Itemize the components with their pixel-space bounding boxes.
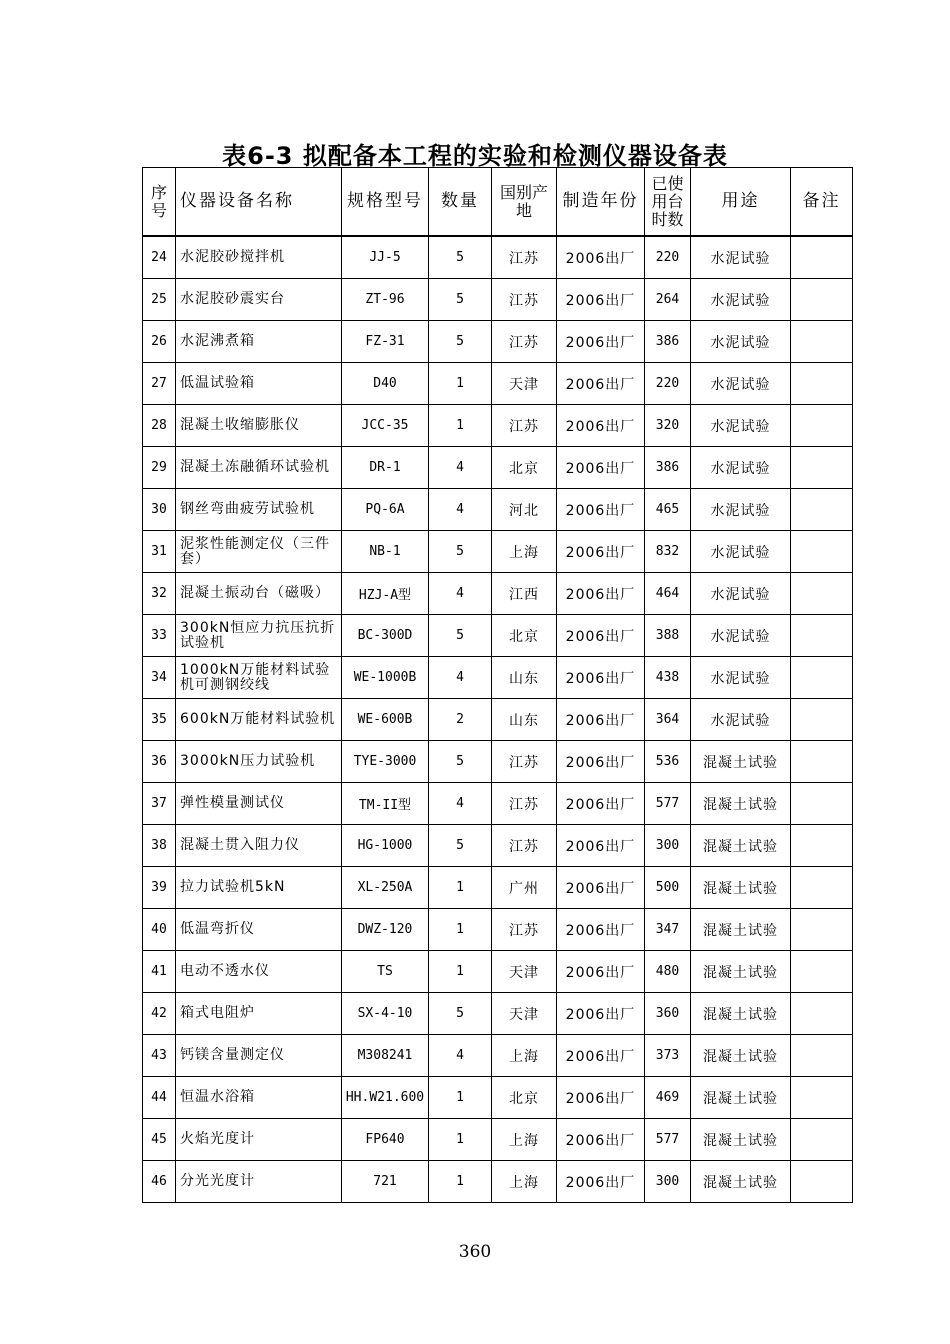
cell-use: 混凝土试验 <box>691 1077 791 1119</box>
equipment-table <box>142 167 853 1203</box>
cell-name: 箱式电阻炉 <box>176 993 342 1035</box>
cell-seq: 24 <box>143 236 176 279</box>
cell-note <box>791 489 853 531</box>
cell-seq: 29 <box>143 447 176 489</box>
cell-note <box>791 741 853 783</box>
header-note: 备注 <box>791 168 853 237</box>
header-seq: 序号 <box>143 168 176 237</box>
cell-spec: 721 <box>342 1161 429 1203</box>
cell-spec: M308241 <box>342 1035 429 1077</box>
cell-year: 2006出厂 <box>557 1161 645 1203</box>
page-number: 360 <box>458 1242 492 1262</box>
cell-year: 2006出厂 <box>557 783 645 825</box>
cell-seq: 44 <box>143 1077 176 1119</box>
table-row <box>143 321 853 363</box>
cell-origin: 江苏 <box>492 321 557 363</box>
table-row <box>143 741 853 783</box>
cell-spec: TS <box>342 951 429 993</box>
table-row <box>143 1119 853 1161</box>
cell-seq: 42 <box>143 993 176 1035</box>
cell-origin: 上海 <box>492 1035 557 1077</box>
cell-note <box>791 1035 853 1077</box>
cell-origin: 山东 <box>492 699 557 741</box>
cell-year: 2006出厂 <box>557 993 645 1035</box>
header-origin: 国别产地 <box>492 168 557 237</box>
cell-origin: 北京 <box>492 447 557 489</box>
cell-name: 混凝土冻融循环试验机 <box>176 447 342 489</box>
cell-hours: 386 <box>645 321 691 363</box>
cell-qty: 1 <box>429 951 492 993</box>
table-row <box>143 867 853 909</box>
cell-use: 水泥试验 <box>691 405 791 447</box>
cell-seq: 34 <box>143 657 176 699</box>
cell-name: 1000kN万能材料试验机可测钢绞线 <box>176 657 342 699</box>
cell-spec: D40 <box>342 363 429 405</box>
cell-year: 2006出厂 <box>557 236 645 279</box>
cell-use: 水泥试验 <box>691 363 791 405</box>
cell-year: 2006出厂 <box>557 489 645 531</box>
cell-year: 2006出厂 <box>557 699 645 741</box>
cell-hours: 320 <box>645 405 691 447</box>
cell-note <box>791 615 853 657</box>
cell-name: 低温弯折仪 <box>176 909 342 951</box>
header-year: 制造年份 <box>557 168 645 237</box>
table-row <box>143 236 853 279</box>
cell-seq: 30 <box>143 489 176 531</box>
table-row <box>143 447 853 489</box>
table-row <box>143 951 853 993</box>
cell-spec: DWZ-120 <box>342 909 429 951</box>
cell-use: 水泥试验 <box>691 321 791 363</box>
cell-origin: 上海 <box>492 1161 557 1203</box>
cell-name: 低温试验箱 <box>176 363 342 405</box>
cell-qty: 1 <box>429 1119 492 1161</box>
table-title: 表6-3 拟配备本工程的实验和检测仪器设备表 <box>222 142 728 170</box>
cell-seq: 26 <box>143 321 176 363</box>
cell-year: 2006出厂 <box>557 657 645 699</box>
cell-seq: 25 <box>143 279 176 321</box>
cell-name: 泥浆性能测定仪（三件套） <box>176 531 342 573</box>
cell-seq: 37 <box>143 783 176 825</box>
cell-origin: 江苏 <box>492 741 557 783</box>
cell-note <box>791 867 853 909</box>
cell-origin: 北京 <box>492 615 557 657</box>
cell-year: 2006出厂 <box>557 447 645 489</box>
cell-use: 水泥试验 <box>691 236 791 279</box>
cell-note <box>791 279 853 321</box>
cell-qty: 5 <box>429 279 492 321</box>
cell-note <box>791 783 853 825</box>
cell-use: 混凝土试验 <box>691 993 791 1035</box>
cell-year: 2006出厂 <box>557 825 645 867</box>
cell-note <box>791 1161 853 1203</box>
cell-spec: BC-300D <box>342 615 429 657</box>
cell-hours: 577 <box>645 783 691 825</box>
cell-note <box>791 447 853 489</box>
cell-spec: WE-1000B <box>342 657 429 699</box>
cell-spec: XL-250A <box>342 867 429 909</box>
cell-note <box>791 699 853 741</box>
cell-qty: 1 <box>429 405 492 447</box>
cell-use: 混凝土试验 <box>691 783 791 825</box>
cell-note <box>791 363 853 405</box>
cell-name: 3000kN压力试验机 <box>176 741 342 783</box>
cell-qty: 1 <box>429 867 492 909</box>
cell-use: 水泥试验 <box>691 447 791 489</box>
cell-hours: 388 <box>645 615 691 657</box>
cell-qty: 4 <box>429 783 492 825</box>
cell-seq: 27 <box>143 363 176 405</box>
cell-name: 电动不透水仪 <box>176 951 342 993</box>
cell-seq: 43 <box>143 1035 176 1077</box>
table-row <box>143 783 853 825</box>
cell-origin: 广州 <box>492 867 557 909</box>
cell-name: 分光光度计 <box>176 1161 342 1203</box>
cell-name: 混凝土振动台（磁吸） <box>176 573 342 615</box>
cell-origin: 江苏 <box>492 279 557 321</box>
cell-note <box>791 657 853 699</box>
cell-note <box>791 531 853 573</box>
cell-hours: 832 <box>645 531 691 573</box>
cell-origin: 上海 <box>492 531 557 573</box>
cell-hours: 480 <box>645 951 691 993</box>
header-use: 用途 <box>691 168 791 237</box>
cell-spec: HG-1000 <box>342 825 429 867</box>
cell-use: 水泥试验 <box>691 699 791 741</box>
cell-qty: 1 <box>429 363 492 405</box>
cell-spec: SX-4-10 <box>342 993 429 1035</box>
cell-year: 2006出厂 <box>557 951 645 993</box>
cell-hours: 464 <box>645 573 691 615</box>
cell-seq: 36 <box>143 741 176 783</box>
cell-spec: JJ-5 <box>342 236 429 279</box>
cell-seq: 38 <box>143 825 176 867</box>
table-row <box>143 909 853 951</box>
cell-spec: TM-II型 <box>342 783 429 825</box>
cell-spec: JCC-35 <box>342 405 429 447</box>
cell-hours: 300 <box>645 825 691 867</box>
cell-hours: 373 <box>645 1035 691 1077</box>
cell-use: 水泥试验 <box>691 615 791 657</box>
cell-origin: 江苏 <box>492 909 557 951</box>
table-row <box>143 699 853 741</box>
cell-note <box>791 993 853 1035</box>
cell-origin: 河北 <box>492 489 557 531</box>
cell-spec: NB-1 <box>342 531 429 573</box>
table-row <box>143 993 853 1035</box>
cell-name: 拉力试验机5kN <box>176 867 342 909</box>
cell-seq: 33 <box>143 615 176 657</box>
header-name: 仪器设备名称 <box>176 168 342 237</box>
cell-hours: 438 <box>645 657 691 699</box>
cell-seq: 46 <box>143 1161 176 1203</box>
cell-spec: HZJ-A型 <box>342 573 429 615</box>
cell-spec: FZ-31 <box>342 321 429 363</box>
cell-name: 钙镁含量测定仪 <box>176 1035 342 1077</box>
cell-origin: 江苏 <box>492 405 557 447</box>
table-row <box>143 1161 853 1203</box>
cell-use: 混凝土试验 <box>691 1119 791 1161</box>
cell-spec: FP640 <box>342 1119 429 1161</box>
table-row <box>143 615 853 657</box>
cell-origin: 江西 <box>492 573 557 615</box>
cell-spec: TYE-3000 <box>342 741 429 783</box>
cell-year: 2006出厂 <box>557 405 645 447</box>
table-row <box>143 825 853 867</box>
table-row <box>143 1077 853 1119</box>
cell-origin: 天津 <box>492 951 557 993</box>
cell-seq: 41 <box>143 951 176 993</box>
cell-year: 2006出厂 <box>557 1077 645 1119</box>
cell-note <box>791 1077 853 1119</box>
cell-seq: 31 <box>143 531 176 573</box>
table-row <box>143 657 853 699</box>
cell-name: 水泥胶砂震实台 <box>176 279 342 321</box>
table-row <box>143 489 853 531</box>
cell-spec: HH.W21.600 <box>342 1077 429 1119</box>
cell-use: 混凝土试验 <box>691 867 791 909</box>
cell-name: 火焰光度计 <box>176 1119 342 1161</box>
cell-year: 2006出厂 <box>557 1119 645 1161</box>
header-spec: 规格型号 <box>342 168 429 237</box>
cell-year: 2006出厂 <box>557 1035 645 1077</box>
cell-origin: 天津 <box>492 993 557 1035</box>
cell-qty: 5 <box>429 993 492 1035</box>
header-qty: 数量 <box>429 168 492 237</box>
cell-origin: 江苏 <box>492 236 557 279</box>
cell-name: 水泥沸煮箱 <box>176 321 342 363</box>
table-row <box>143 531 853 573</box>
cell-spec: DR-1 <box>342 447 429 489</box>
cell-use: 混凝土试验 <box>691 951 791 993</box>
cell-qty: 1 <box>429 1077 492 1119</box>
cell-seq: 45 <box>143 1119 176 1161</box>
cell-qty: 4 <box>429 1035 492 1077</box>
cell-hours: 360 <box>645 993 691 1035</box>
cell-spec: WE-600B <box>342 699 429 741</box>
cell-name: 钢丝弯曲疲劳试验机 <box>176 489 342 531</box>
cell-year: 2006出厂 <box>557 279 645 321</box>
table-row <box>143 279 853 321</box>
cell-qty: 2 <box>429 699 492 741</box>
cell-use: 混凝土试验 <box>691 909 791 951</box>
cell-hours: 536 <box>645 741 691 783</box>
cell-qty: 1 <box>429 1161 492 1203</box>
cell-name: 混凝土收缩膨胀仪 <box>176 405 342 447</box>
cell-year: 2006出厂 <box>557 741 645 783</box>
cell-hours: 347 <box>645 909 691 951</box>
cell-name: 恒温水浴箱 <box>176 1077 342 1119</box>
cell-name: 水泥胶砂搅拌机 <box>176 236 342 279</box>
cell-hours: 220 <box>645 363 691 405</box>
cell-use: 水泥试验 <box>691 279 791 321</box>
cell-spec: ZT-96 <box>342 279 429 321</box>
cell-note <box>791 951 853 993</box>
cell-origin: 天津 <box>492 363 557 405</box>
cell-hours: 364 <box>645 699 691 741</box>
cell-hours: 577 <box>645 1119 691 1161</box>
cell-year: 2006出厂 <box>557 573 645 615</box>
table-row <box>143 363 853 405</box>
cell-year: 2006出厂 <box>557 531 645 573</box>
table-body <box>143 236 853 1203</box>
cell-hours: 386 <box>645 447 691 489</box>
table-row <box>143 1035 853 1077</box>
cell-note <box>791 321 853 363</box>
cell-use: 混凝土试验 <box>691 1035 791 1077</box>
cell-name: 600kN万能材料试验机 <box>176 699 342 741</box>
table-header <box>143 168 853 237</box>
cell-qty: 5 <box>429 236 492 279</box>
cell-origin: 北京 <box>492 1077 557 1119</box>
cell-note <box>791 573 853 615</box>
cell-qty: 4 <box>429 489 492 531</box>
cell-qty: 5 <box>429 321 492 363</box>
cell-year: 2006出厂 <box>557 615 645 657</box>
cell-qty: 1 <box>429 909 492 951</box>
cell-origin: 上海 <box>492 1119 557 1161</box>
cell-use: 水泥试验 <box>691 489 791 531</box>
cell-origin: 江苏 <box>492 825 557 867</box>
cell-year: 2006出厂 <box>557 867 645 909</box>
cell-seq: 28 <box>143 405 176 447</box>
cell-year: 2006出厂 <box>557 321 645 363</box>
cell-year: 2006出厂 <box>557 909 645 951</box>
cell-use: 水泥试验 <box>691 573 791 615</box>
cell-use: 混凝土试验 <box>691 825 791 867</box>
cell-note <box>791 825 853 867</box>
cell-name: 混凝土贯入阻力仪 <box>176 825 342 867</box>
cell-use: 水泥试验 <box>691 531 791 573</box>
cell-qty: 5 <box>429 741 492 783</box>
cell-note <box>791 909 853 951</box>
cell-hours: 465 <box>645 489 691 531</box>
table-row <box>143 573 853 615</box>
cell-hours: 300 <box>645 1161 691 1203</box>
header-hours: 已使用台时数 <box>645 168 691 237</box>
cell-note <box>791 405 853 447</box>
cell-use: 混凝土试验 <box>691 741 791 783</box>
cell-spec: PQ-6A <box>342 489 429 531</box>
table-row <box>143 405 853 447</box>
cell-name: 300kN恒应力抗压抗折试验机 <box>176 615 342 657</box>
cell-qty: 4 <box>429 573 492 615</box>
cell-origin: 江苏 <box>492 783 557 825</box>
cell-seq: 35 <box>143 699 176 741</box>
cell-qty: 5 <box>429 825 492 867</box>
cell-use: 混凝土试验 <box>691 1161 791 1203</box>
cell-hours: 264 <box>645 279 691 321</box>
cell-hours: 220 <box>645 236 691 279</box>
cell-note <box>791 1119 853 1161</box>
cell-qty: 4 <box>429 447 492 489</box>
cell-seq: 40 <box>143 909 176 951</box>
cell-qty: 5 <box>429 615 492 657</box>
cell-qty: 5 <box>429 531 492 573</box>
cell-seq: 39 <box>143 867 176 909</box>
cell-seq: 32 <box>143 573 176 615</box>
cell-origin: 山东 <box>492 657 557 699</box>
cell-use: 水泥试验 <box>691 657 791 699</box>
cell-qty: 4 <box>429 657 492 699</box>
cell-hours: 469 <box>645 1077 691 1119</box>
cell-hours: 500 <box>645 867 691 909</box>
cell-year: 2006出厂 <box>557 363 645 405</box>
cell-name: 弹性模量测试仪 <box>176 783 342 825</box>
cell-note <box>791 236 853 279</box>
